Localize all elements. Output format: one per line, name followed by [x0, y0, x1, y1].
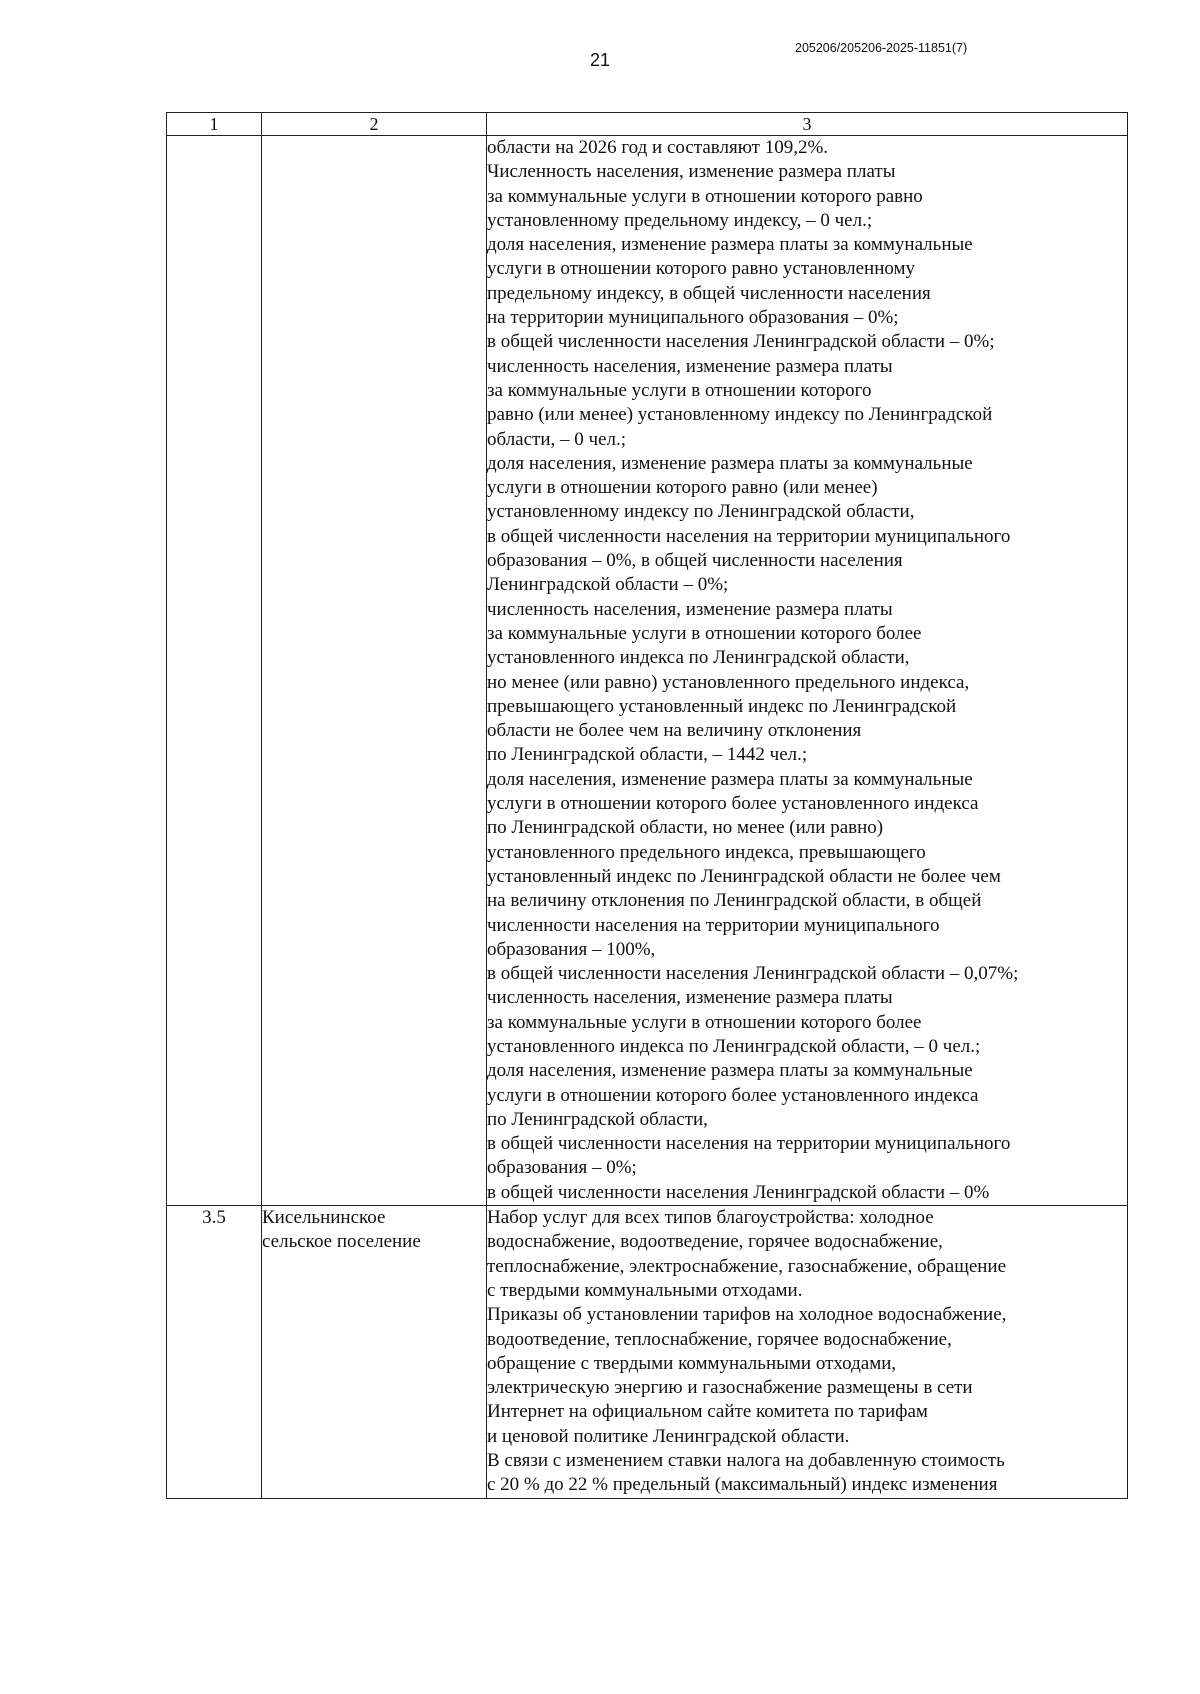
text-line: Набор услуг для всех типов благоустройства: холодное: [487, 1207, 934, 1229]
text-line: услуги в отношении которого равно установленному: [487, 258, 916, 280]
text-line: в общей численности населения на территории муниципального: [487, 1133, 1011, 1155]
text-line: Численность населения, изменение размера платы: [487, 161, 896, 183]
text-line: в общей численности населения Ленинградской области – 0%: [487, 1181, 990, 1203]
text-line: образования – 0%;: [487, 1157, 637, 1179]
page-number: 21: [589, 50, 611, 70]
text-line: водоснабжение, водоотведение, горячее водоснабжение,: [487, 1231, 943, 1253]
text-line: по Ленинградской области,: [487, 1108, 708, 1130]
column-header-3: 3: [487, 113, 1128, 136]
text-line: численность населения, изменение размера платы: [487, 987, 893, 1009]
text-line: В связи с изменением ставки налога на добавленную стоимость: [487, 1450, 1005, 1472]
text-line: установленного индекса по Ленинградской области, – 0 чел.;: [487, 1035, 981, 1057]
text-line: в общей численности населения Ленинградской области – 0%;: [487, 331, 995, 353]
text-line: численность населения, изменение размера платы: [487, 355, 893, 377]
text-line: услуги в отношении которого более установленного индекса: [487, 1084, 979, 1106]
text-line: Ленинградской области – 0%;: [487, 574, 729, 596]
text-line: с твердыми коммунальными отходами.: [487, 1279, 803, 1301]
text-line: Приказы об установлении тарифов на холодное водоснабжение,: [487, 1304, 1007, 1326]
text-line: теплоснабжение, электроснабжение, газоснабжение, обращение: [487, 1255, 1007, 1277]
text-line: установленный индекс по Ленинградской области не более чем: [487, 865, 1001, 887]
text-line: установленного индекса по Ленинградской области,: [487, 647, 910, 669]
row-number-cell-empty: [167, 136, 262, 1206]
text-line: и ценовой политике Ленинградской области.: [487, 1425, 850, 1447]
text-line: превышающего установленный индекс по Ленинградской: [487, 695, 957, 717]
text-line: области, – 0 чел.;: [487, 428, 627, 450]
text-line: области не более чем на величину отклонения: [487, 720, 862, 742]
text-line: образования – 100%,: [487, 938, 656, 960]
text-line: образования – 0%, в общей численности населения: [487, 550, 903, 572]
text-line: Интернет на официальном сайте комитета по тарифам: [487, 1401, 928, 1423]
table-row-continuation: [167, 136, 1128, 1206]
table-row-3-5: [167, 1206, 1128, 1499]
continuation-text-cell: [487, 136, 1128, 1206]
text-line: равно (или менее) установленному индексу по Ленинградской: [487, 404, 993, 426]
text-line: по Ленинградской области, но менее (или равно): [487, 817, 884, 839]
text-line: обращение с твердыми коммунальными отходами,: [487, 1352, 897, 1374]
text-line: предельному индексу, в общей численности населения: [487, 282, 931, 304]
text-line: с 20 % до 22 % предельный (максимальный) индекс изменения: [487, 1474, 998, 1496]
text-line: услуги в отношении которого равно (или менее): [487, 477, 878, 499]
text-line: за коммунальные услуги в отношении которого равно: [487, 185, 923, 207]
text-line: на величину отклонения по Ленинградской области, в общей: [487, 890, 982, 912]
text-line: электрическую энергию и газоснабжение размещены в сети: [487, 1377, 973, 1399]
text-line: численности населения на территории муниципального: [487, 914, 940, 936]
settlement-name-line: сельское поселение: [262, 1231, 421, 1253]
text-line: доля населения, изменение размера платы за коммунальные: [487, 768, 973, 790]
text-line: услуги в отношении которого более установленного индекса: [487, 793, 979, 815]
column-header-1: 1: [167, 113, 262, 136]
text-line: за коммунальные услуги в отношении которого более: [487, 1011, 922, 1033]
text-line: водоотведение, теплоснабжение, горячее водоснабжение,: [487, 1328, 952, 1350]
text-line: в общей численности населения Ленинградской области – 0,07%;: [487, 963, 1019, 985]
column-header-2: 2: [262, 113, 487, 136]
tariff-table: [166, 112, 1128, 1499]
text-line: в общей численности населения на территории муниципального: [487, 525, 1011, 547]
text-line: установленного предельного индекса, превышающего: [487, 841, 926, 863]
row-name-cell-empty: [262, 136, 487, 1206]
text-line: но менее (или равно) установленного предельного индекса,: [487, 671, 970, 693]
text-line: области на 2026 год и составляют 109,2%.: [487, 137, 829, 158]
settlement-name-cell: [262, 1206, 487, 1499]
text-line: за коммунальные услуги в отношении которого: [487, 379, 872, 401]
text-line: доля населения, изменение размера платы за коммунальные: [487, 452, 973, 474]
text-line: за коммунальные услуги в отношении которого более: [487, 622, 922, 644]
settlement-name-line: Кисельнинское: [262, 1207, 386, 1229]
text-line: установленному индексу по Ленинградской области,: [487, 501, 915, 523]
text-line: доля населения, изменение размера платы за коммунальные: [487, 1060, 973, 1082]
text-line: установленному предельному индексу, – 0 чел.;: [487, 209, 873, 231]
settlement-text-cell: [487, 1206, 1128, 1499]
text-line: на территории муниципального образования – 0%;: [487, 307, 899, 329]
table-header-row: [167, 113, 1128, 136]
text-line: доля населения, изменение размера платы за коммунальные: [487, 234, 973, 256]
text-line: по Ленинградской области, – 1442 чел.;: [487, 744, 808, 766]
document-id: 205206/205206-2025-11851(7): [795, 41, 968, 55]
row-number: 3.5: [167, 1206, 262, 1499]
text-line: численность населения, изменение размера платы: [487, 598, 893, 620]
